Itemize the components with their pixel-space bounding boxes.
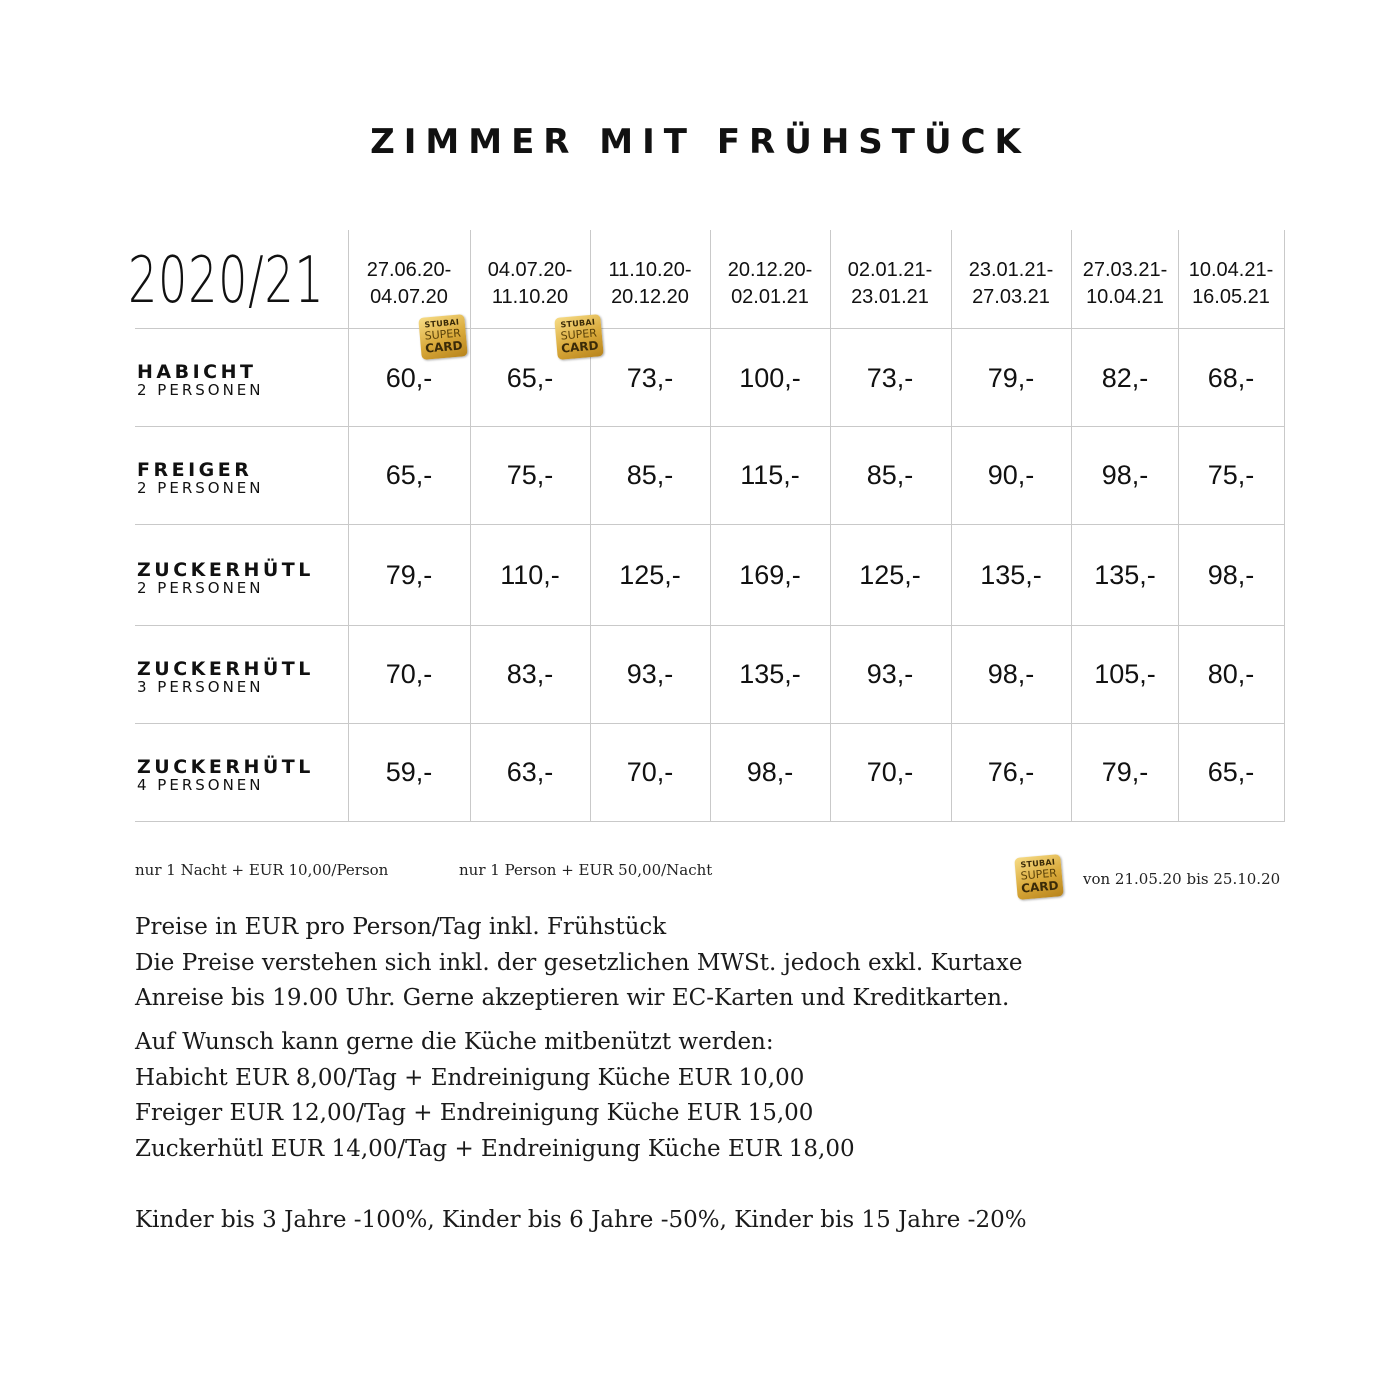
price-cell: 82,-: [1101, 363, 1149, 393]
note-one-person: nur 1 Person + EUR 50,00/Nacht: [459, 861, 713, 879]
room-label-zuckerhuetl-3: ZUCKERHÜTL 3 PERSONEN: [137, 658, 314, 696]
period-header: 10.04.21- 16.05.21: [1188, 259, 1274, 308]
stubai-supercard-badge: STUBAI SUPER CARD: [418, 314, 467, 360]
period-header: 27.03.21- 10.04.21: [1082, 259, 1168, 308]
price-cell: 75,-: [1207, 460, 1255, 490]
note-one-night: nur 1 Nacht + EUR 10,00/Person: [135, 861, 389, 879]
price-cell: 135,-: [1094, 560, 1156, 590]
price-cell: 65,-: [1207, 757, 1255, 787]
price-cell: 76,-: [987, 757, 1035, 787]
price-cell: 70,-: [626, 757, 674, 787]
price-cell: 90,-: [987, 460, 1035, 490]
price-cell: 70,-: [866, 757, 914, 787]
price-cell: 65,-: [506, 363, 554, 393]
stubai-supercard-badge: STUBAI SUPER CARD: [1014, 854, 1063, 900]
price-cell: 79,-: [1101, 757, 1149, 787]
price-cell: 93,-: [866, 659, 914, 689]
price-cell: 79,-: [385, 560, 433, 590]
price-cell: 85,-: [866, 460, 914, 490]
price-cell: 98,-: [987, 659, 1035, 689]
price-cell: 59,-: [385, 757, 433, 787]
price-cell: 83,-: [506, 659, 554, 689]
price-cell: 98,-: [1207, 560, 1255, 590]
price-cell: 65,-: [385, 460, 433, 490]
page-title: ZIMMER MIT FRÜHSTÜCK: [370, 122, 1030, 162]
price-cell: 80,-: [1207, 659, 1255, 689]
price-cell: 68,-: [1207, 363, 1255, 393]
price-cell: 105,-: [1094, 659, 1156, 689]
price-cell: 100,-: [739, 363, 801, 393]
room-label-zuckerhuetl-2: ZUCKERHÜTL 2 PERSONEN: [137, 559, 314, 597]
price-cell: 125,-: [859, 560, 921, 590]
info-paragraph-prices: Preise in EUR pro Person/Tag inkl. Frühstück Die Preise verstehen sich inkl. der gesetzlichen MWSt. jedoch exkl. Kurtaxe Anreise bis 19.00 Uhr. Gerne akzeptieren wir EC-Karten und Kreditkarten.: [135, 914, 1023, 1011]
price-cell: 110,-: [500, 560, 560, 590]
period-header: 11.10.20- 20.12.20: [608, 259, 692, 308]
price-cell: 75,-: [506, 460, 554, 490]
price-cell: 93,-: [626, 659, 674, 689]
room-label-zuckerhuetl-4: ZUCKERHÜTL 4 PERSONEN: [137, 756, 314, 794]
price-cell: 115,-: [740, 460, 800, 490]
season-year-label: 2020/21: [128, 244, 325, 318]
price-cell: 60,-: [385, 363, 433, 393]
period-header: 04.07.20- 11.10.20: [487, 259, 573, 308]
period-header: 20.12.20- 02.01.21: [727, 259, 813, 308]
room-label-habicht: HABICHT 2 PERSONEN: [137, 361, 264, 399]
price-cell: 135,-: [739, 659, 801, 689]
info-paragraph-kitchen: Auf Wunsch kann gerne die Küche mitbenützt werden: Habicht EUR 8,00/Tag + Endreinigung Küche EUR 10,00 Freiger EUR 12,00/Tag + Endreinigung Küche EUR 15,00 Zuckerhütl EUR 14,00/Tag + Endreinigung Küche EUR 18,00: [135, 1029, 855, 1162]
stubai-supercard-badge: STUBAI SUPER CARD: [554, 314, 603, 360]
price-cell: 79,-: [987, 363, 1035, 393]
period-header: 27.06.20- 04.07.20: [366, 259, 452, 308]
price-cell: 73,-: [626, 363, 674, 393]
note-supercard-period: von 21.05.20 bis 25.10.20: [1083, 870, 1281, 888]
price-cell: 85,-: [626, 460, 674, 490]
price-cell: 125,-: [619, 560, 681, 590]
info-children-discount: Kinder bis 3 Jahre -100%, Kinder bis 6 Jahre -50%, Kinder bis 15 Jahre -20%: [135, 1207, 1027, 1233]
price-cell: 73,-: [866, 363, 914, 393]
period-header: 02.01.21- 23.01.21: [847, 259, 933, 308]
room-label-freiger: FREIGER 2 PERSONEN: [137, 459, 264, 497]
price-cell: 98,-: [746, 757, 794, 787]
price-cell: 70,-: [385, 659, 433, 689]
period-header: 23.01.21- 27.03.21: [968, 259, 1054, 308]
price-cell: 63,-: [506, 757, 554, 787]
price-cell: 98,-: [1101, 460, 1149, 490]
price-cell: 169,-: [739, 560, 801, 590]
price-cell: 135,-: [980, 560, 1042, 590]
